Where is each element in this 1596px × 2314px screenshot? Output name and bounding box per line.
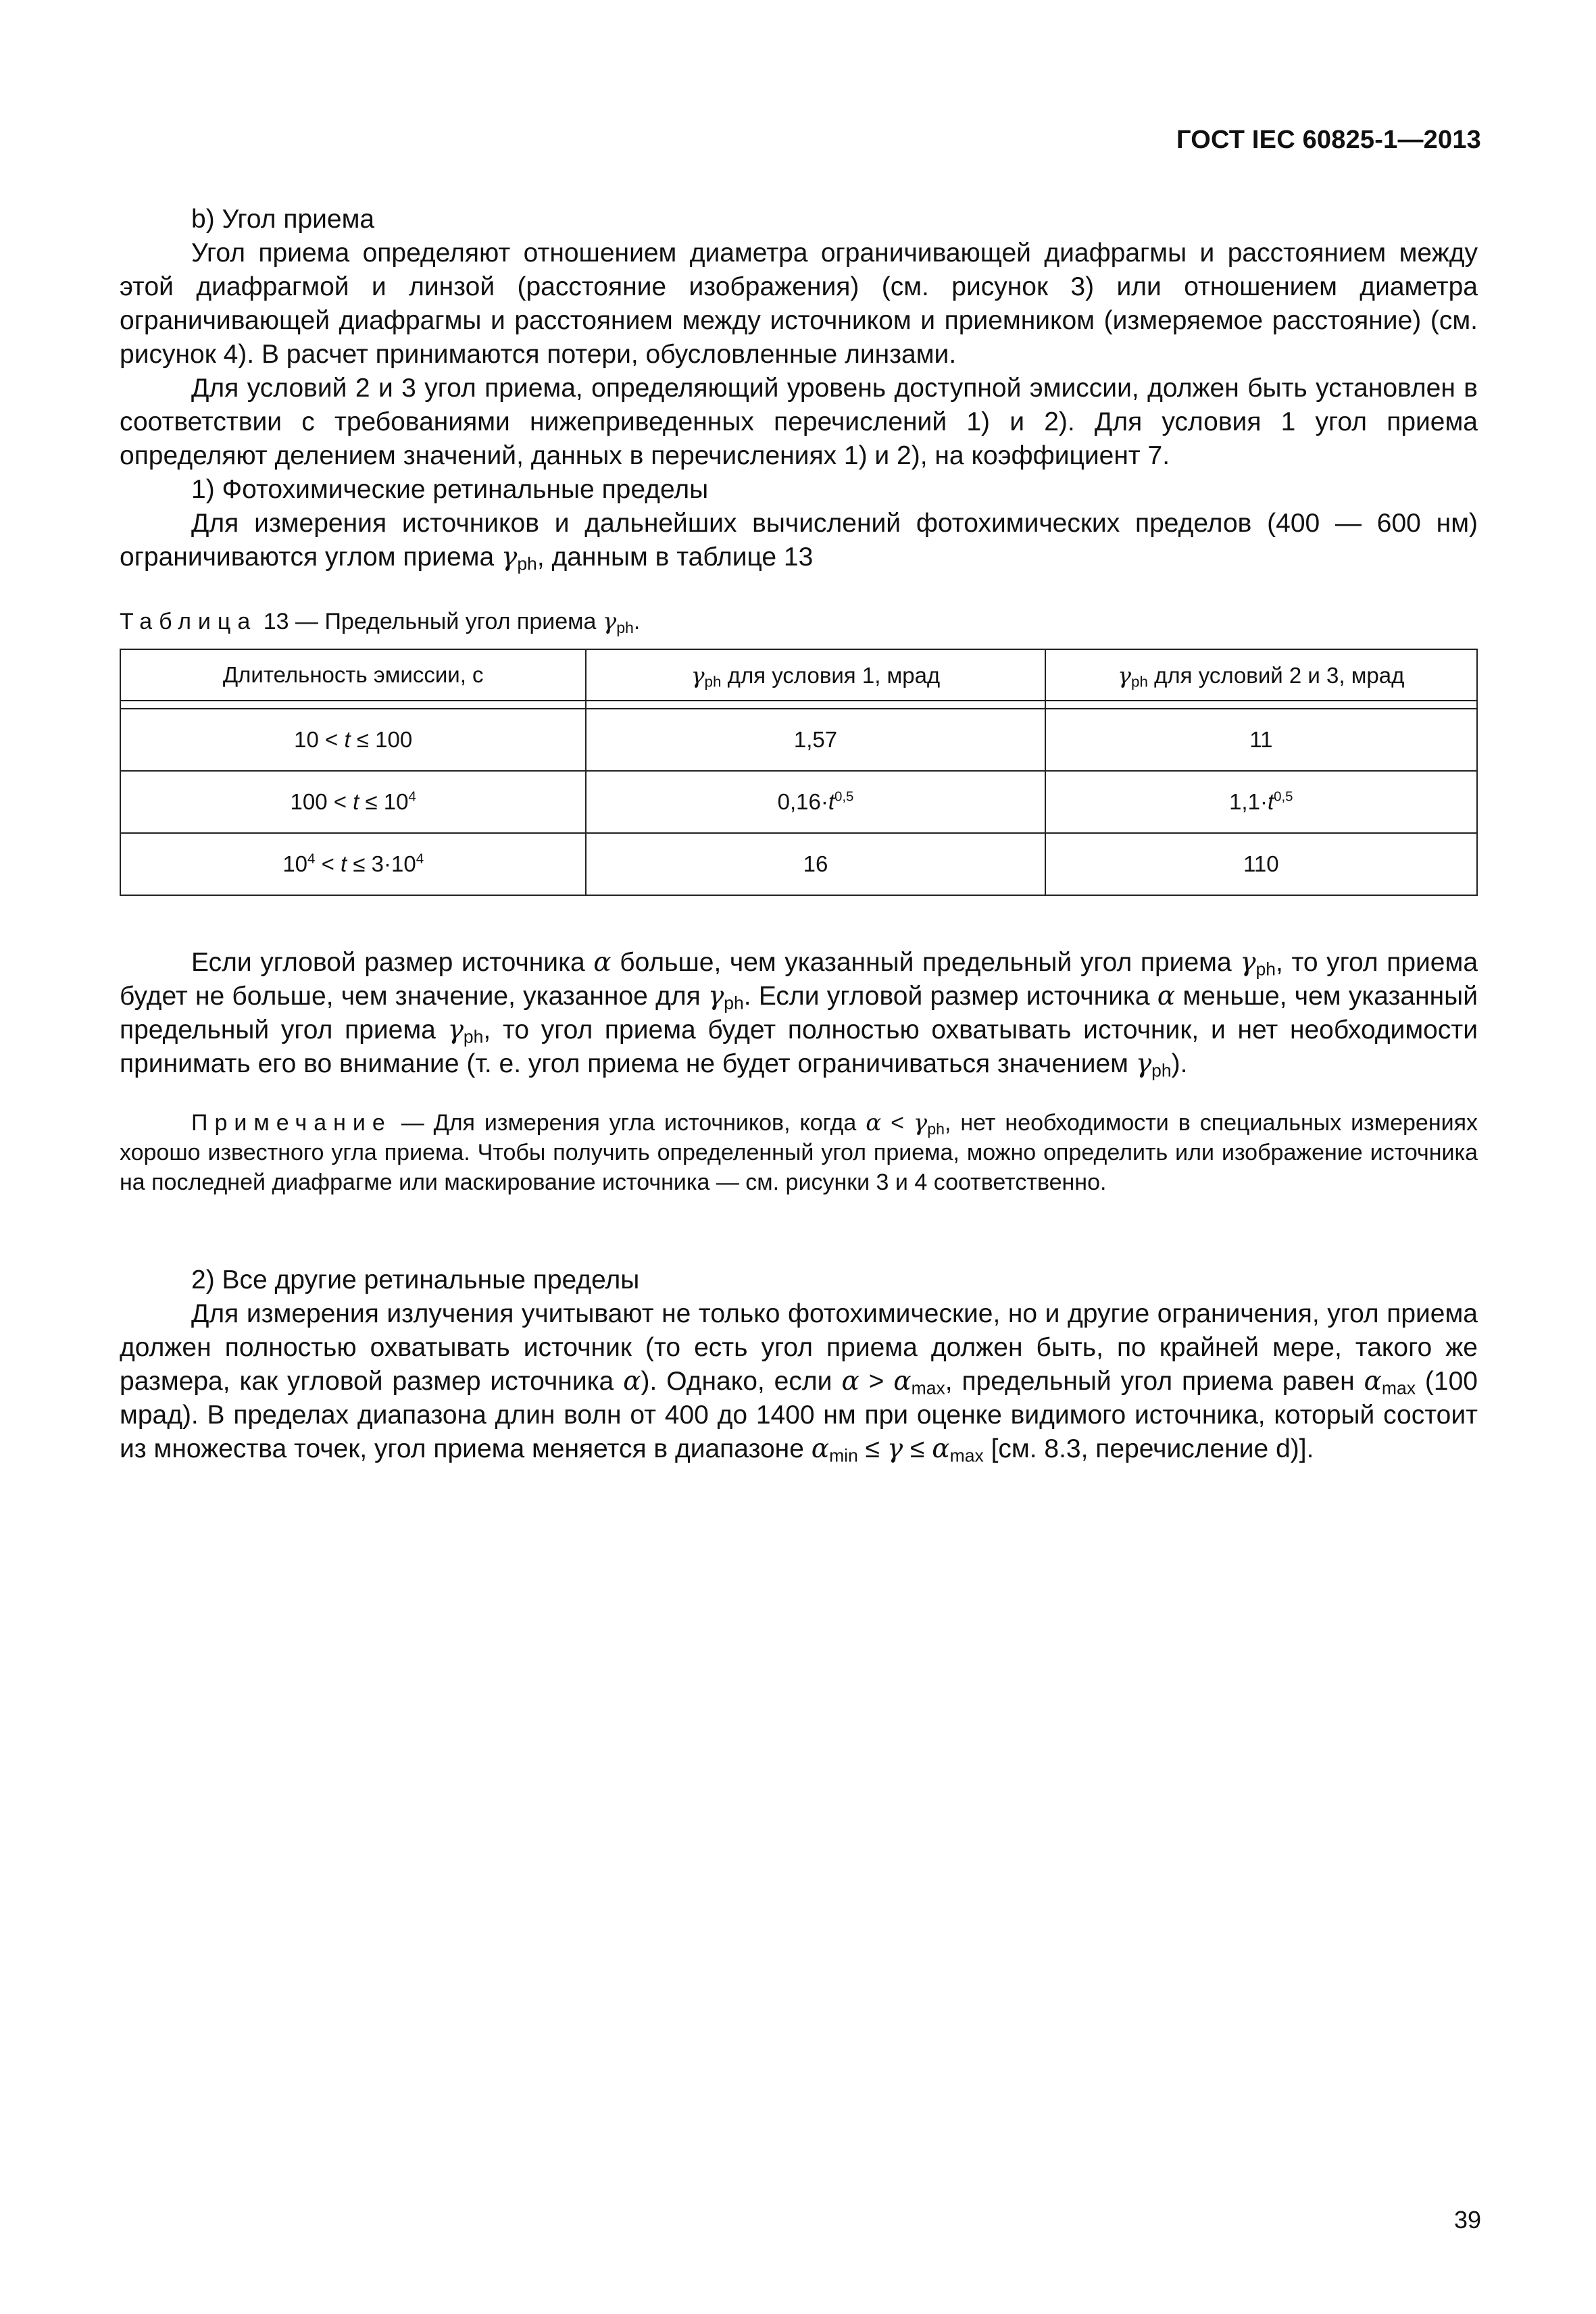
section-b-heading: b) Угол приема bbox=[191, 205, 375, 234]
subsection-2-text: Для измерения излучения учитывают не только фотохимические, но и другие ограничения, угол приема должен полностью охватывать источник (то есть угол приема должен быть, по крайней мере, такого же размера, как угловой размер источника α). Однако, если $\alpha > \alpha_{max}$, предельный угол приема равен $\alpha_{max}$ (100 мрад). В пределах диапазона длин волн от 400 до 1400 нм при оценке видимого источника, который состоит из множества точек, угол приема меняется в диапазоне $\alpha_{min} \le \gamma \le \alpha_{max}$ [см. 8.3, перечисление d)]. bbox=[120, 1299, 1478, 1466]
cell-condition-1: $0,16\cdot t^{0,5}$ bbox=[586, 771, 1045, 833]
cell-conditions-2-3: 110 bbox=[1045, 833, 1477, 895]
table-13-caption: Таблица 13 — Предельный угол приема $\gamma_{ph}$. bbox=[120, 608, 641, 636]
table-row bbox=[120, 771, 1477, 833]
cell-conditions-2-3: 11 bbox=[1045, 709, 1477, 771]
cell-duration: $10^4 < t \le 3\cdot 10^4$ bbox=[120, 833, 586, 895]
paragraph-after-table: Если угловой размер источника α больше, чем указанный предельный угол приема $\gamma_{ph}$, то угол приема будет не больше, чем значение, указанное для $\gamma_{ph}$. Если угловой размер источника α меньше, чем указанный предельный угол приема $\gamma_{ph}$, то угол приема будет полностью охватывать источник, и нет необходимости принимать его во внимание (т. е. угол приема не будет ограничиваться значением $\gamma_{ph}$). bbox=[120, 947, 1478, 1081]
note-block: Примечание — Для измерения угла источников, когда $\alpha < \gamma_{ph}$, нет необходимости в специальных измерениях хорошо известного угла приема. Чтобы получить определенный угол приема, можно определить или изображение источника на последней диафрагме или маскирование источника — см. рисунки 3 и 4 соответственно. bbox=[120, 1109, 1478, 1195]
subsection-2-heading: 2) Все другие ретинальные пределы bbox=[191, 1265, 640, 1294]
column-header-condition-1: $\gamma_{ph}$ для условия 1, мрад bbox=[586, 649, 1045, 701]
cell-duration: 10 < t ≤ 100 bbox=[120, 709, 586, 771]
table-header-row bbox=[120, 649, 1477, 701]
cell-condition-1: 16 bbox=[586, 833, 1045, 895]
table-13 bbox=[120, 649, 1478, 896]
page-number: 39 bbox=[1453, 2206, 1481, 2234]
column-header-conditions-2-3: $\gamma_{ph}$ для условий 2 и 3, мрад bbox=[1045, 649, 1477, 701]
note-label: Примечание bbox=[191, 1110, 392, 1136]
cell-conditions-2-3: $1,1\cdot t^{0,5}$ bbox=[1045, 771, 1477, 833]
table-caption-label: Таблица bbox=[120, 609, 257, 634]
section-b-paragraph-2: Для условий 2 и 3 угол приема, определяющий уровень доступной эмиссии, должен быть установлен в соответствии с требованиями нижеприведенных перечислений 1) и 2). Для условия 1 угол приема определяют делением значений, данных в перечислениях 1) и 2), на коэффициент 7. bbox=[120, 374, 1478, 470]
column-header-duration: Длительность эмиссии, с bbox=[120, 649, 586, 701]
cell-condition-1: 1,57 bbox=[586, 709, 1045, 771]
document-id-header: ГОСТ IEC 60825-1—2013 bbox=[1176, 126, 1481, 154]
subsection-1-text: Для измерения источников и дальнейших вычислений фотохимических пределов (400 — 600 нм) ограничиваются углом приема $\gamma_{ph}$, данным в таблице 13 bbox=[120, 509, 1478, 574]
section-b bbox=[120, 203, 1478, 574]
cell-duration: $100 < t \le 10^4$ bbox=[120, 771, 586, 833]
subsection-2 bbox=[120, 1263, 1478, 1466]
subsection-1-heading: 1) Фотохимические ретинальные пределы bbox=[191, 475, 709, 504]
table-row bbox=[120, 833, 1477, 895]
table-row bbox=[120, 709, 1477, 771]
section-b-paragraph-1: Угол приема определяют отношением диаметра ограничивающей диафрагмы и расстоянием между этой диафрагмой и линзой (расстояние изображения) (см. рисунок 3) или отношением диаметра ограничивающей диафрагмы и расстоянием между источником и приемником (измеряемое расстояние) (см. рисунок 4). В расчет принимаются потери, обусловленные линзами. bbox=[120, 238, 1478, 369]
